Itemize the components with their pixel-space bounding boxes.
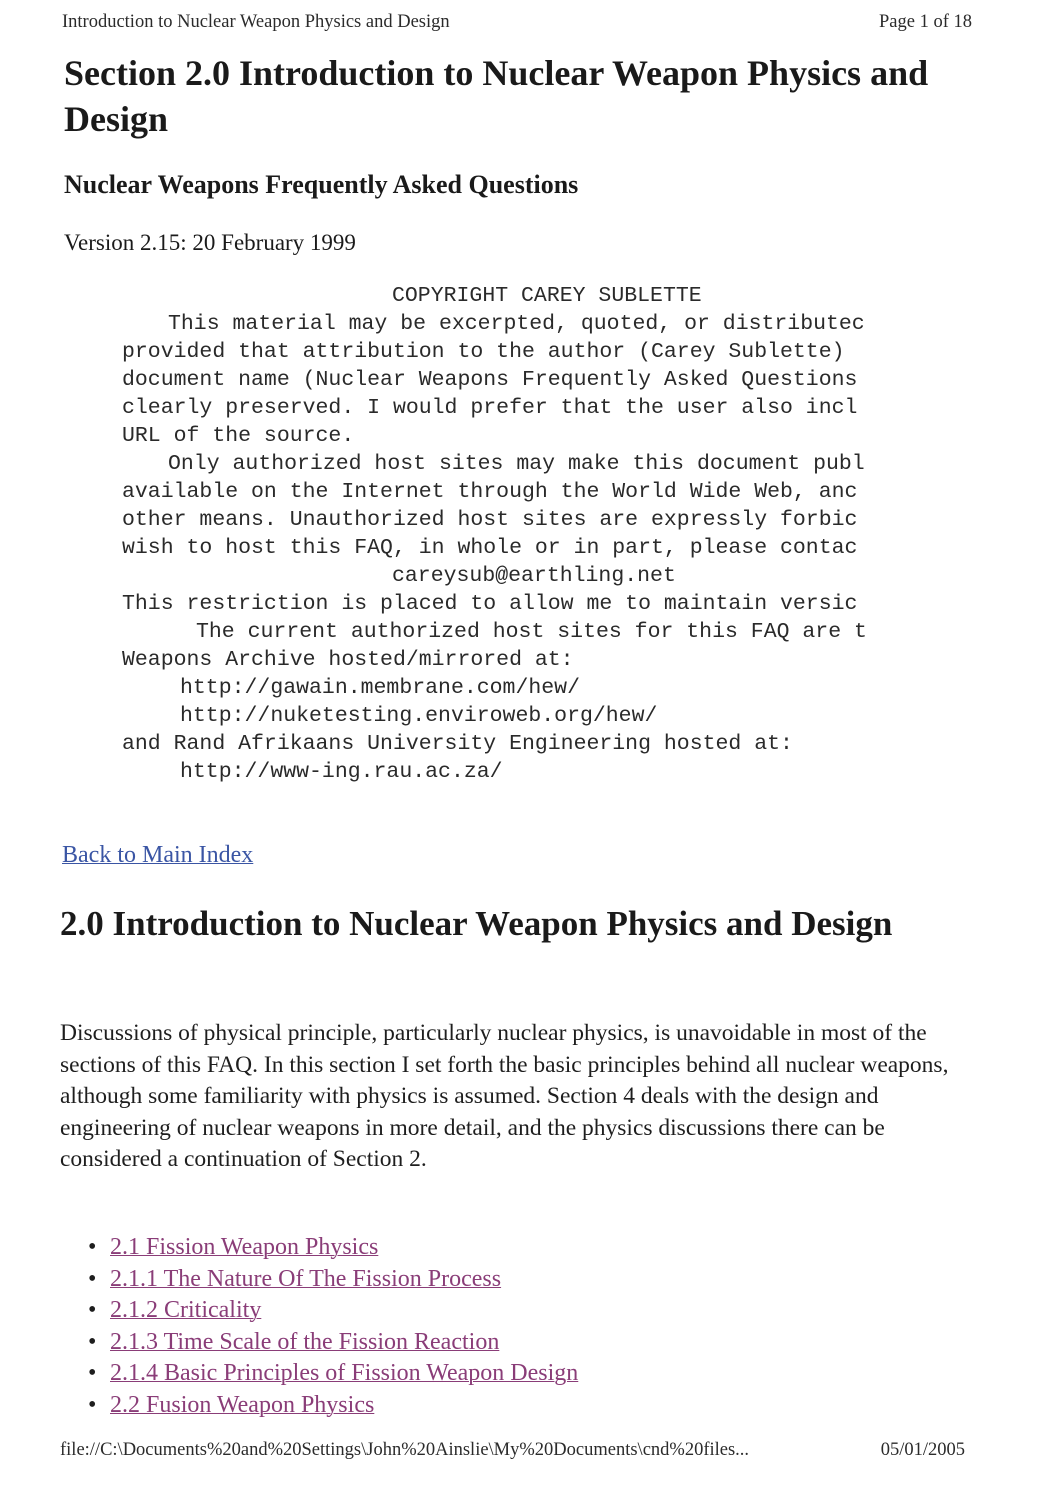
back-to-main-index-link[interactable]: Back to Main Index — [62, 842, 254, 868]
print-footer — [60, 1440, 965, 1466]
copyright-line: The current authorized host sites for this FAQ are t — [196, 620, 867, 644]
print-footer-path: file://C:\Documents%20and%20Settings\John%20Ainslie\My%20Documents\cnd%20files... — [60, 1440, 750, 1460]
toc-item — [88, 1358, 578, 1390]
bullet-icon: • — [88, 1391, 97, 1418]
copyright-email: careysub@earthling.net — [392, 564, 676, 588]
toc-item — [88, 1232, 578, 1264]
toc-link-2-1-1[interactable]: 2.1.1 The Nature Of The Fission Process — [110, 1265, 502, 1292]
print-header — [62, 12, 972, 38]
document-subtitle: Nuclear Weapons Frequently Asked Questions — [64, 170, 579, 199]
bullet-icon: • — [88, 1297, 97, 1323]
copyright-line: Weapons Archive hosted/mirrored at: — [122, 648, 574, 672]
copyright-line: This material may be excerpted, quoted, or distributec — [168, 312, 865, 336]
section-heading: 2.0 Introduction to Nuclear Weapon Physics and Design — [60, 904, 893, 943]
copyright-line: COPYRIGHT CAREY SUBLETTE — [392, 284, 702, 308]
print-header-title: Introduction to Nuclear Weapon Physics and Design — [62, 12, 450, 32]
bullet-icon: • — [88, 1265, 97, 1292]
copyright-line: document name (Nuclear Weapons Frequently Asked Questions — [122, 368, 858, 392]
copyright-line: wish to host this FAQ, in whole or in part, please contac — [122, 536, 858, 560]
copyright-url: http://gawain.membrane.com/hew/ — [180, 676, 580, 700]
print-footer-date: 05/01/2005 — [880, 1440, 965, 1460]
document-title: Section 2.0 Introduction to Nuclear Weapon Physics and Design — [64, 53, 929, 139]
copyright-line: Only authorized host sites may make this document publ — [168, 452, 865, 476]
bullet-icon: • — [88, 1234, 97, 1260]
copyright-line: and Rand Afrikaans University Engineering hosted at: — [122, 732, 793, 756]
copyright-url: http://nuketesting.enviroweb.org/hew/ — [180, 704, 658, 728]
copyright-url: http://www-ing.rau.ac.za/ — [180, 760, 503, 784]
toc-item — [88, 1295, 578, 1327]
section-toc — [88, 1232, 578, 1421]
toc-link-2-1-3[interactable]: 2.1.3 Time Scale of the Fission Reaction — [110, 1328, 500, 1355]
toc-link-2-1[interactable]: 2.1 Fission Weapon Physics — [110, 1234, 379, 1260]
toc-link-2-1-4[interactable]: 2.1.4 Basic Principles of Fission Weapon Design — [110, 1360, 579, 1386]
copyright-line: clearly preserved. I would prefer that the user also incl — [122, 396, 858, 420]
bullet-icon: • — [88, 1328, 97, 1355]
copyright-notice — [0, 282, 970, 802]
toc-link-2-2[interactable]: 2.2 Fusion Weapon Physics — [110, 1391, 375, 1418]
toc-link-2-1-2[interactable]: 2.1.2 Criticality — [110, 1297, 262, 1323]
toc-item — [88, 1264, 578, 1296]
copyright-line: available on the Internet through the World Wide Web, anc — [122, 480, 858, 504]
copyright-line: This restriction is placed to allow me to maintain versic — [122, 592, 858, 616]
copyright-line: provided that attribution to the author (Carey Sublette) — [122, 340, 845, 364]
print-header-page: Page 1 of 18 — [879, 12, 972, 32]
intro-paragraph: Discussions of physical principle, particularly nuclear physics, is unavoidable in most of the sections of this FAQ. In this section I set forth the basic principles behind all nuclear weapons, although some familiarity with physics is assumed. Section 4 deals with the design and engineering of nuclear weapons in more detail, and the physics discussions there can be considered a continuation of Section 2. — [60, 1020, 949, 1172]
toc-item — [88, 1327, 578, 1359]
bullet-icon: • — [88, 1360, 97, 1386]
copyright-line: other means. Unauthorized host sites are expressly forbic — [122, 508, 858, 532]
document-version: Version 2.15: 20 February 1999 — [64, 230, 356, 255]
toc-item — [88, 1390, 578, 1422]
copyright-line: URL of the source. — [122, 424, 355, 448]
